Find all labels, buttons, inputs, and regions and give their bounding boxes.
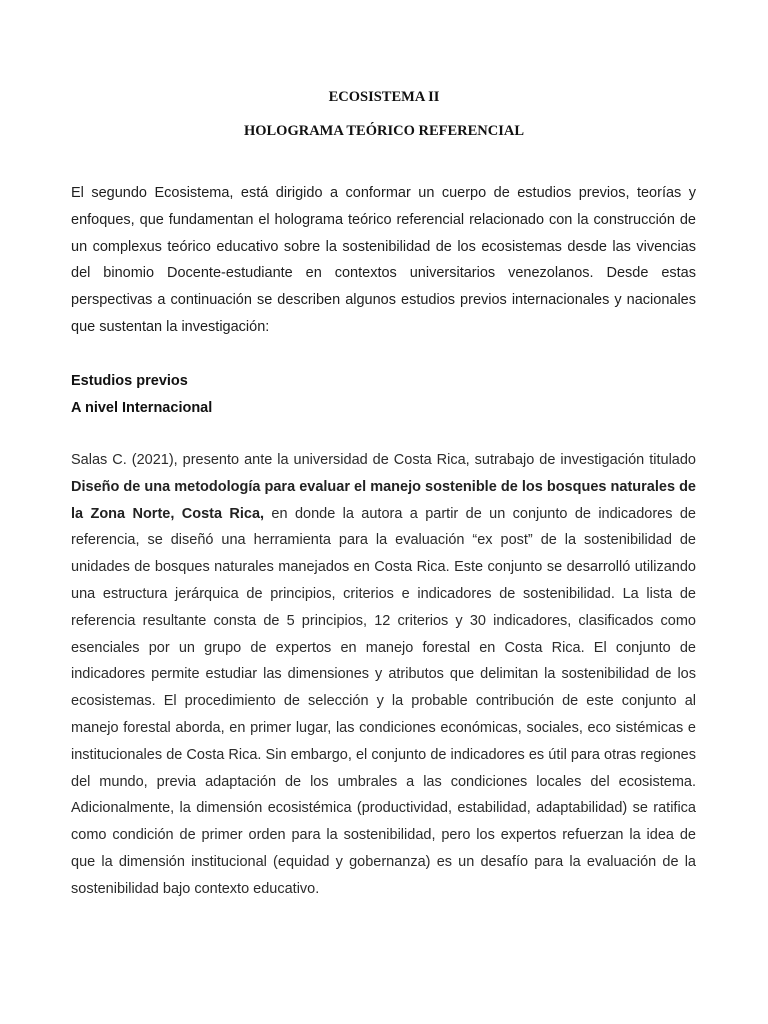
study-work-title: Diseño de una metodología para evaluar el manejo sostenible de los bosques naturales de la Zona Norte, Costa Rica, xyxy=(71,478,696,522)
section-heading: Estudios previos xyxy=(71,373,188,389)
study-body-text: en donde la autora a partir de un conjunto de indicadores de referencia, se diseñó una herramienta para la evaluación “ex post” de la sostenibilidad de unidades de bosques naturales manejados en Costa Rica. Este conjunto se desarrolló utilizando una estructura jerárquica de principios, criterios e indicadores de sostenibilidad. La lista de referencia resultante consta de 5 principios, 12 criterios y 30 indicadores, clasificados como esenciales por un grupo de expertos en manejo forestal en Costa Rica. El conjunto de indicadores permite estudiar las dimensiones y atributos que delimitan la sostenibilidad de los ecosistemas. El procedimiento de selección y la probable contribución de este conjunto al manejo forestal aborda, en primer lugar, las condiciones económicas, sociales, eco sistémicas e institucionales de Costa Rica. Sin embargo, el conjunto de indicadores es útil para otras regiones del mundo, previa adaptación de los umbrales a las condiciones locales del ecosistema. Adicionalmente, la dimensión ecosistémica (productividad, estabilidad, adaptabilidad) se ratifica como condición de primer orden para la sostenibilidad, pero los expertos refuerzan la idea de que la dimensión institucional (equidad y gobernanza) es un desafío para la evaluación de la sostenibilidad bajo contexto educativo. xyxy=(71,505,696,897)
document-subtitle: HOLOGRAMA TEÓRICO REFERENCIAL xyxy=(243,123,525,139)
study-lead-text: Salas C. (2021), presento ante la universidad de Costa Rica, sutrabajo de investigación titulado xyxy=(71,452,696,468)
document-title: ECOSISTEMA II xyxy=(328,89,440,105)
study-paragraph xyxy=(71,447,696,903)
subsection-heading: A nivel Internacional xyxy=(71,400,213,416)
intro-paragraph: El segundo Ecosistema, está dirigido a conformar un cuerpo de estudios previos, teorías y enfoques, que fundamentan el holograma teórico referencial relacionado con la construcción de un complexus teórico educativo sobre la sostenibilidad de los ecosistemas desde las vivencias del binomio Docente-estudiante en contextos universitarios venezolanos. Desde estas perspectivas a continuación se describen algunos estudios previos internacionales y nacionales que sustentan la investigación: xyxy=(71,185,696,335)
